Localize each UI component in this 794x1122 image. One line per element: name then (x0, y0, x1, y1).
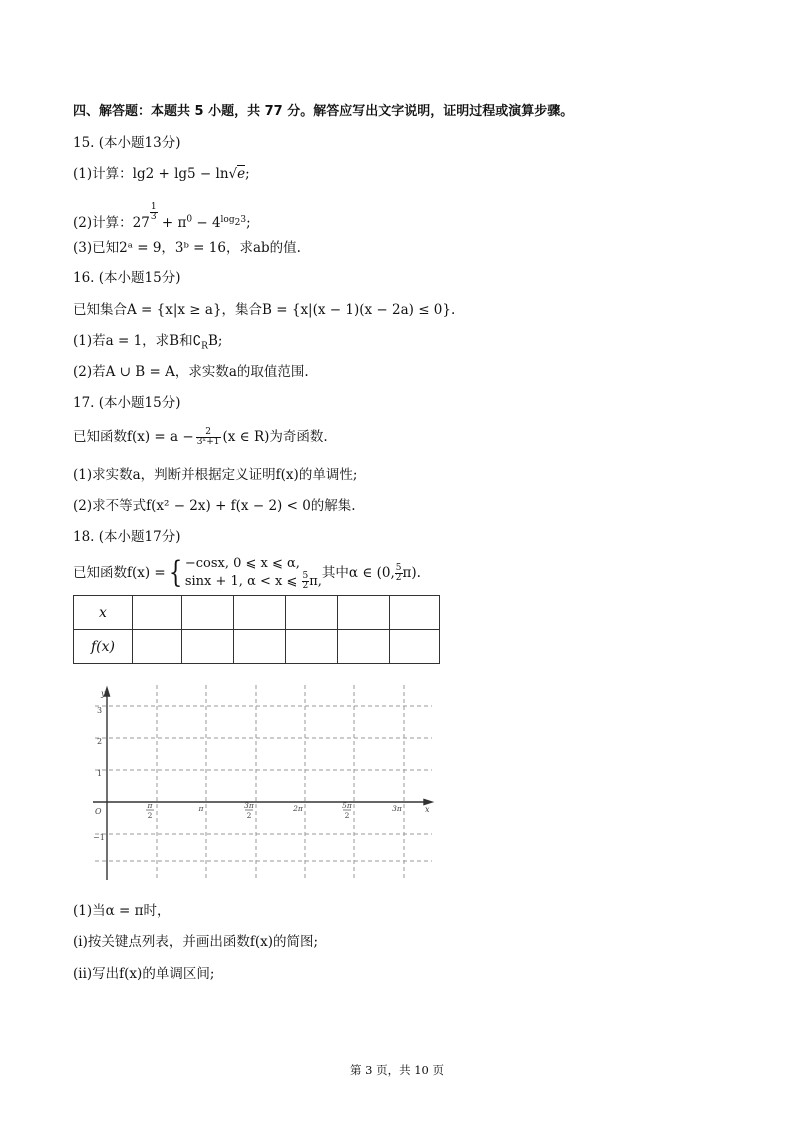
q18-part1-i: (i)按关键点列表，并画出函数f(x)的简图; (73, 934, 319, 950)
y-tick-label: −1 (93, 833, 105, 842)
q15-part1: (1)计算：lg2 + lg5 − ln√e; (73, 166, 250, 182)
q16-part2: (2)若A ∪ B = A，求实数a的取值范围. (73, 364, 309, 380)
x-tick-label-denominator: 2 (344, 811, 350, 820)
table-header-x: x (74, 596, 133, 630)
q17-part2: (2)求不等式f(x² − 2x) + f(x − 2) < 0的解集. (73, 498, 356, 514)
q17-header: 17. (本小题15分) (73, 395, 181, 411)
q18-part1: (1)当α = π时， (73, 903, 171, 919)
y-tick-label: 2 (97, 737, 103, 746)
x-tick-label: 2π (293, 804, 303, 813)
x-axis-arrow (424, 800, 432, 805)
x-tick-label-denominator: 2 (246, 811, 252, 820)
page-footer: 第 3 页，共 10 页 (349, 1063, 445, 1077)
section-heading: 四、解答题：本题共 5 小题，共 77 分。解答应写出文字说明，证明过程或演算步骤。 (73, 104, 574, 119)
q18-given: 已知函数f(x) ={ −cosx, 0 ⩽ x ⩽ α, sinx + 1, α < x ⩽ $\frac{5}{2}$ π, 其中α ∈ (0, $\frac{5}{2}$ π). (73, 555, 421, 591)
q17-part1: (1)求实数a，判断并根据定义证明f(x)的单调性; (73, 467, 358, 483)
x-tick-label: 5π (342, 801, 352, 810)
origin-label: O (95, 807, 102, 816)
y-tick-label: 3 (97, 706, 103, 715)
q18-header: 18. (本小题17分) (73, 529, 181, 545)
x-tick-label-denominator: 2 (147, 811, 153, 820)
q16-header: 16. (本小题15分) (73, 270, 181, 286)
q15-header: 15. (本小题13分) (73, 135, 181, 151)
x-tick-label: π (198, 804, 204, 813)
x-axis-label: x (425, 805, 430, 814)
q18-part1-ii: (ii)写出f(x)的单调区间; (73, 966, 215, 982)
table-header-fx: f(x) (74, 630, 133, 664)
x-tick-label: π (147, 801, 153, 810)
q17-given: 已知函数f(x) = a − $\frac{2}{\text{3ˣ+1}}$ (x ∈ R)为奇函数. (73, 427, 328, 447)
y-axis-label: y (101, 689, 106, 698)
q16-given: 已知集合A = {x|x ≥ a}，集合B = {x|(x − 1)(x − 2a) ≤ 0}. (73, 302, 456, 318)
x-tick-label: 3π (392, 804, 402, 813)
q15-part2: (2)计算：27 $\frac{1}{3}$ + $\pi^0 - 4^{log_23}$; (73, 202, 251, 231)
q16-part1: (1)若a = 1，求B和$∁_RB$; (73, 333, 223, 352)
x-tick-label: 3π (244, 801, 254, 810)
q15-part3: (3)已知2ᵃ = 9，3ᵇ = 16，求ab的值. (73, 240, 301, 256)
y-tick-label: 1 (97, 769, 103, 778)
